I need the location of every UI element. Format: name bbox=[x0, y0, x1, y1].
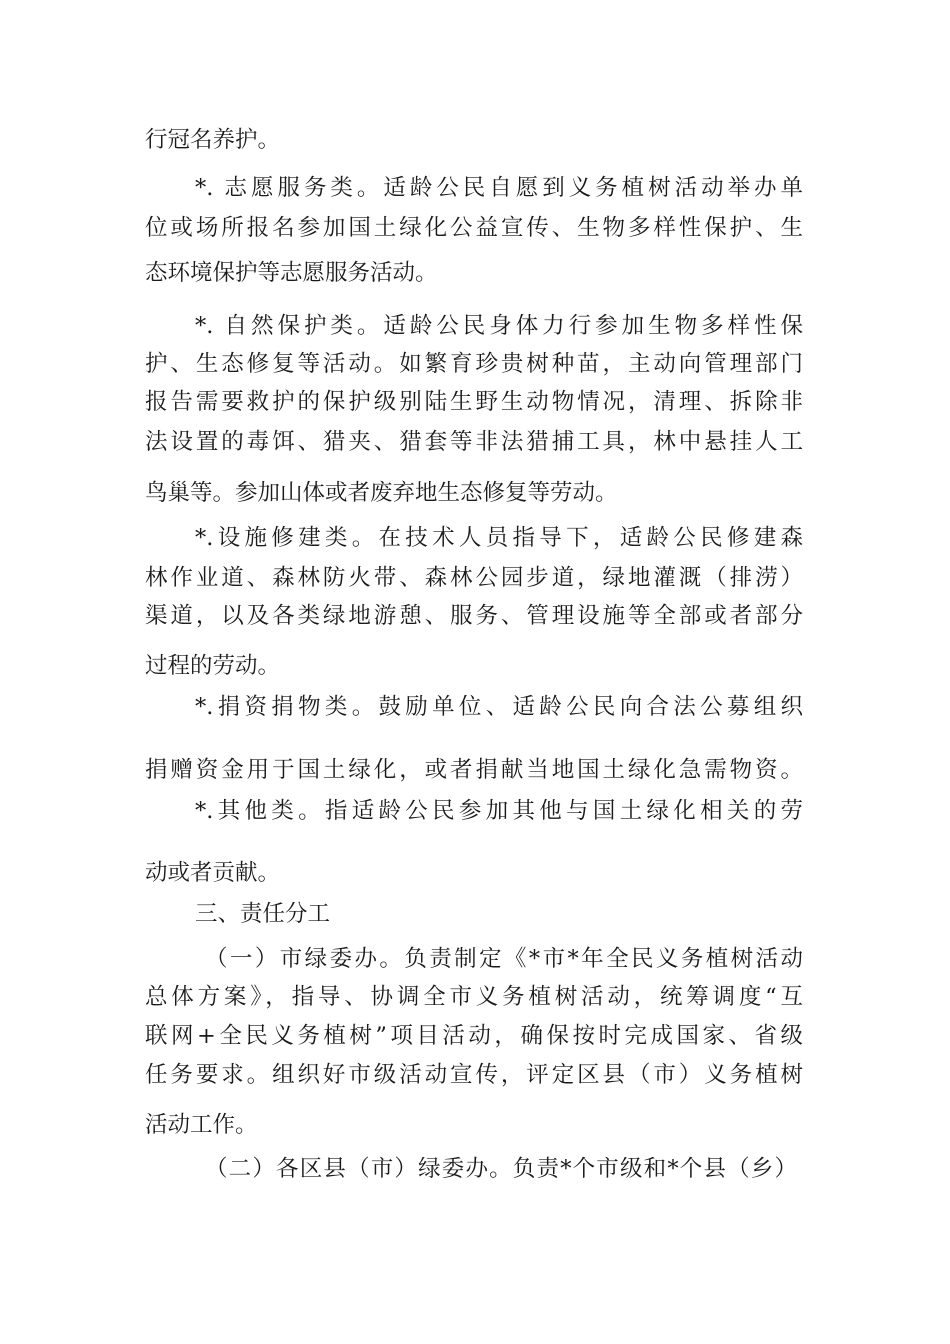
text-line: 法设置的毒饵、猎夹、猎套等非法猎捕工具，林中悬挂人工 bbox=[145, 429, 803, 455]
text-line: 行冠名养护。 bbox=[145, 127, 281, 153]
text-line: 活动工作。 bbox=[145, 1112, 258, 1138]
text-line: 捐赠资金用于国土绿化，或者捐献当地国土绿化急需物资。 bbox=[145, 757, 803, 783]
text-line: *. 志愿服务类。适龄公民自愿到义务植树活动举办单 bbox=[195, 175, 803, 201]
text-line: 态环境保护等志愿服务活动。 bbox=[145, 260, 438, 286]
text-line: 报告需要救护的保护级别陆生野生动物情况，清理、拆除非 bbox=[145, 389, 803, 415]
text-line: 过程的劳动。 bbox=[145, 653, 281, 679]
text-line: 鸟巢等。参加山体或者废弃地生态修复等劳动。 bbox=[145, 480, 618, 506]
text-line: *.捐资捐物类。鼓励单位、适龄公民向合法公募组织 bbox=[195, 694, 803, 720]
text-line: 总体方案》，指导、协调全市义务植树活动，统筹调度“互 bbox=[145, 984, 803, 1010]
text-line: 任务要求。组织好市级活动宣传，评定区县（市）义务植树 bbox=[145, 1062, 803, 1088]
text-line: （一）市绿委办。负责制定《*市*年全民义务植树活动 bbox=[205, 946, 803, 972]
section-heading: 三、责任分工 bbox=[195, 901, 331, 927]
text-line: 动或者贡献。 bbox=[145, 860, 281, 886]
text-line: *.其他类。指适龄公民参加其他与国土绿化相关的劳 bbox=[195, 798, 803, 824]
text-line: （二）各区县（市）绿委办。负责*个市级和*个县（乡） bbox=[205, 1156, 797, 1182]
text-line: 位或场所报名参加国土绿化公益宣传、生物多样性保护、生 bbox=[145, 215, 803, 241]
text-line: 联网+全民义务植树”项目活动，确保按时完成国家、省级 bbox=[145, 1023, 803, 1049]
text-line: *. 自然保护类。适龄公民身体力行参加生物多样性保 bbox=[195, 313, 803, 339]
text-line: 林作业道、森林防火带、森林公园步道，绿地灌溉（排涝） bbox=[145, 565, 803, 591]
text-line: *.设施修建类。在技术人员指导下，适龄公民修建森 bbox=[195, 525, 803, 551]
text-line: 护、生态修复等活动。如繁育珍贵树种苗，主动向管理部门 bbox=[145, 351, 803, 377]
text-line: 渠道，以及各类绿地游憩、服务、管理设施等全部或者部分 bbox=[145, 603, 803, 629]
